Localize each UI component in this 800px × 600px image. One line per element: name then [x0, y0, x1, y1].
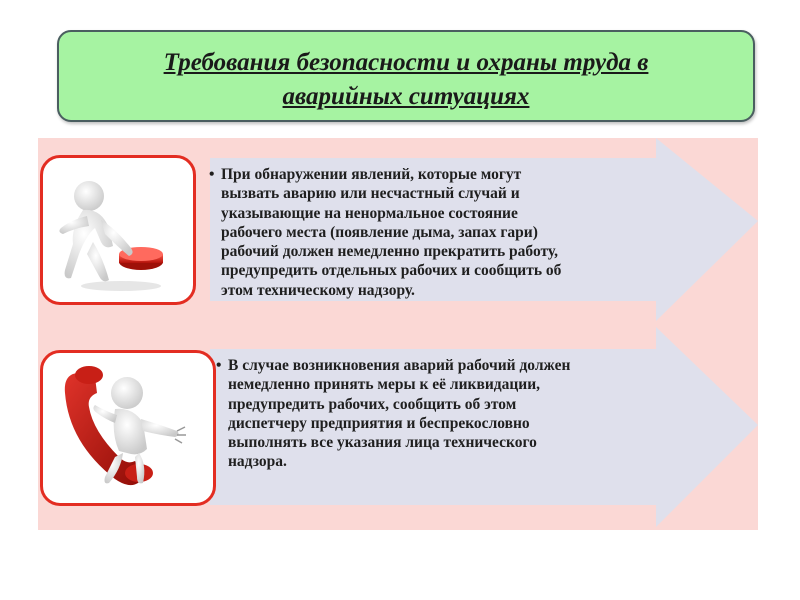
text-line: рабочего места (появление дыма, запах гари) [221, 223, 538, 241]
person-pressing-red-button-icon [43, 158, 193, 302]
text-line: рабочий должен немедленно прекратить работу, [221, 243, 558, 261]
title-line-1: Требования безопасности и охраны труда в [163, 49, 649, 76]
image-frame-2 [40, 350, 216, 506]
text-line: предупредить рабочих, сообщить об этом [228, 395, 517, 413]
text-line: надзора. [228, 453, 287, 471]
text-line: вызвать аварию или несчастный случай и [221, 185, 520, 203]
title-banner [57, 30, 755, 122]
text-line: этом техническому надзору. [221, 281, 415, 299]
text-line: диспетчеру предприятия и беспрекословно [228, 414, 530, 432]
image-frame-1 [40, 155, 196, 305]
text-block-2 [216, 356, 570, 472]
text-line: предупредить отдельных рабочих и сообщить об [221, 262, 562, 280]
bullet-1: • [209, 166, 215, 183]
text-line: В случае возникновения аварий рабочий должен [228, 357, 571, 374]
text-line: выполнять все указания лица технического [228, 434, 537, 452]
text-line: немедленно принять меры к её ликвидации, [228, 376, 541, 394]
title-line-2: аварийных ситуациях [282, 83, 530, 110]
content-panel [38, 138, 758, 530]
bullet-2: • [216, 357, 222, 374]
text-line: При обнаружении явлений, которые могут [221, 166, 522, 183]
slide-title [59, 46, 753, 114]
text-block-1 [209, 165, 561, 300]
person-with-telephone-icon [43, 353, 213, 503]
text-line: указывающие на ненормальное состояние [221, 204, 518, 222]
